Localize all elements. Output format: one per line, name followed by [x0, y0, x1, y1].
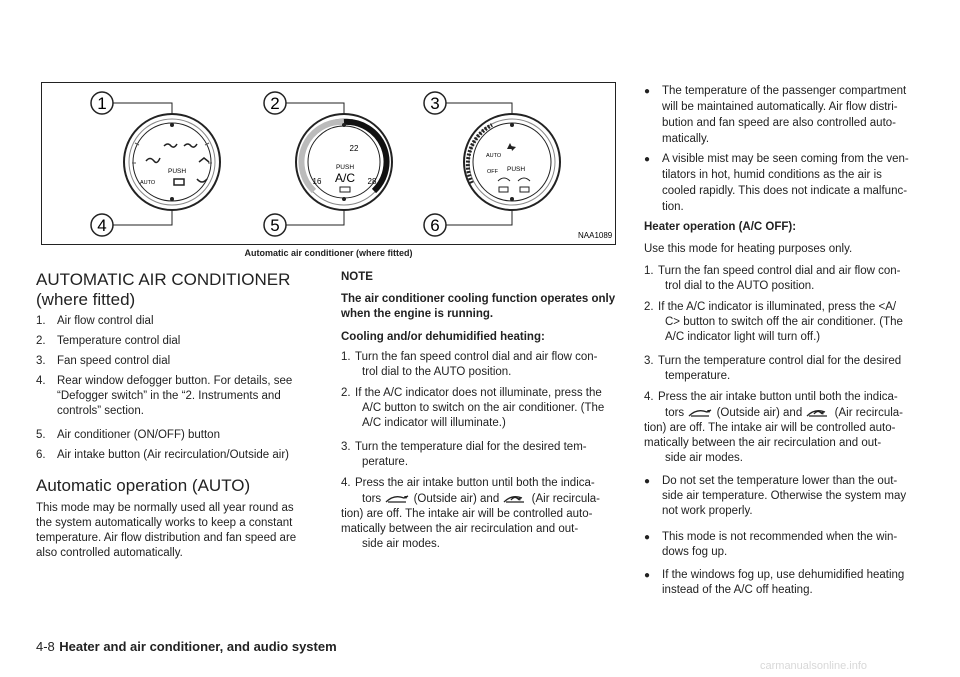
figure-code: NAA1089 — [578, 231, 613, 240]
ac-control-illustration — [42, 83, 615, 244]
step-item: 1. Turn the fan speed control dial and air flow con- trol dial to the AUTO position. — [644, 265, 901, 292]
step-item: 2. If the A/C indicator is illuminated, press the <A/ C> button to switch off the air conditioner. (The A/C indicator light will turn off.) — [644, 301, 903, 343]
note-title: NOTE — [341, 271, 373, 283]
page-subtitle: (where fitted) — [36, 290, 136, 309]
heater-title: Heater operation (A/C OFF): — [644, 221, 797, 233]
ac-control-figure — [41, 82, 616, 245]
svg-text:OFF: OFF — [487, 169, 498, 175]
bullet-item: ● A visible mist may be seen coming from the ven- tilators in hot, humid conditions as the air is cooled rapidly. This does not indicate a malfunc- tion. — [644, 153, 909, 213]
svg-text:A/C: A/C — [334, 171, 356, 185]
step-item: 3. Turn the temperature dial for the desired tem- perature. — [341, 441, 587, 468]
heater-intro: Use this mode for heating purposes only. — [644, 243, 853, 255]
section-name: Heater and air conditioner, and audio system — [59, 639, 337, 654]
step-item: 4. Press the air intake button until both the indica- tors (Outside air) and (Air recircula- tion) are off. The intake air will be controlled auto- matically between the air recirculation and out- side air modes. — [341, 477, 601, 550]
recirculation-icon — [502, 494, 528, 504]
temperature-dial — [296, 114, 392, 210]
svg-text:3: 3 — [430, 94, 440, 113]
recirculation-icon — [805, 408, 831, 418]
svg-text:AUTO: AUTO — [486, 153, 502, 159]
page-title: AUTOMATIC AIR CONDITIONER — [36, 270, 291, 289]
step-item: 4. Press the air intake button until both the indica- tors (Outside air) and (Air recircula- tion) are off. The intake air will be controlled auto- matically between the air recirculation and out- side air modes. — [644, 391, 904, 464]
note-text: The air conditioner cooling function operates only when the engine is running. — [341, 293, 616, 320]
svg-text:2: 2 — [270, 94, 280, 113]
page-footer — [36, 638, 337, 656]
step-item: 2. If the A/C indicator does not illuminate, press the A/C button to switch on the air conditioner. (The A/C indicator will illuminate.) — [341, 387, 605, 429]
section-title: Automatic operation (AUTO) — [36, 476, 251, 495]
outside-air-icon — [687, 408, 713, 418]
step-item: 3. Turn the temperature control dial for the desired temperature. — [644, 355, 902, 382]
svg-text:1: 1 — [97, 94, 107, 113]
fan-speed-dial — [464, 114, 560, 210]
step-item: 1. Turn the fan speed control dial and air flow con- trol dial to the AUTO position. — [341, 351, 598, 378]
svg-text:4: 4 — [97, 216, 107, 235]
bullet-item: ● If the windows fog up, use dehumidified heating instead of the A/C off heating. — [644, 569, 905, 596]
svg-text:22: 22 — [349, 144, 359, 153]
outside-air-icon — [384, 494, 410, 504]
cooling-title: Cooling and/or dehumidified heating: — [341, 331, 545, 343]
page-number: 4-8 — [36, 639, 55, 654]
bullet-item: ● This mode is not recommended when the win- dows fog up. — [644, 531, 898, 558]
svg-text:PUSH: PUSH — [168, 168, 187, 175]
svg-text:PUSH: PUSH — [335, 164, 355, 171]
bullet-item: ● The temperature of the passenger compartment will be maintained automatically. Air flow distri- bution and fan speed are also controlled auto- matically. — [644, 85, 907, 145]
watermark: carmanualsonline.info — [760, 660, 868, 672]
svg-text:PUSH: PUSH — [507, 166, 526, 173]
svg-text:16: 16 — [312, 177, 322, 186]
figure-caption: Automatic air conditioner (where fitted) — [244, 248, 413, 258]
air-flow-dial — [124, 114, 220, 210]
svg-text:28: 28 — [367, 177, 377, 186]
svg-text:AUTO: AUTO — [140, 180, 156, 186]
list-item: 4. Rear window defogger button. For details, see “Defogger switch” in the “2. Instruments and controls” section. — [36, 375, 293, 417]
svg-text:6: 6 — [430, 216, 440, 235]
paragraph: This mode may be normally used all year round as the system automatically works to keep a constant temperature. Air flow distribution and fan speed are also controlled automatically. — [36, 502, 297, 559]
bullet-item: ● Do not set the temperature lower than the out- side air temperature. Otherwise the system may not work properly. — [644, 475, 907, 517]
svg-text:5: 5 — [270, 216, 280, 235]
